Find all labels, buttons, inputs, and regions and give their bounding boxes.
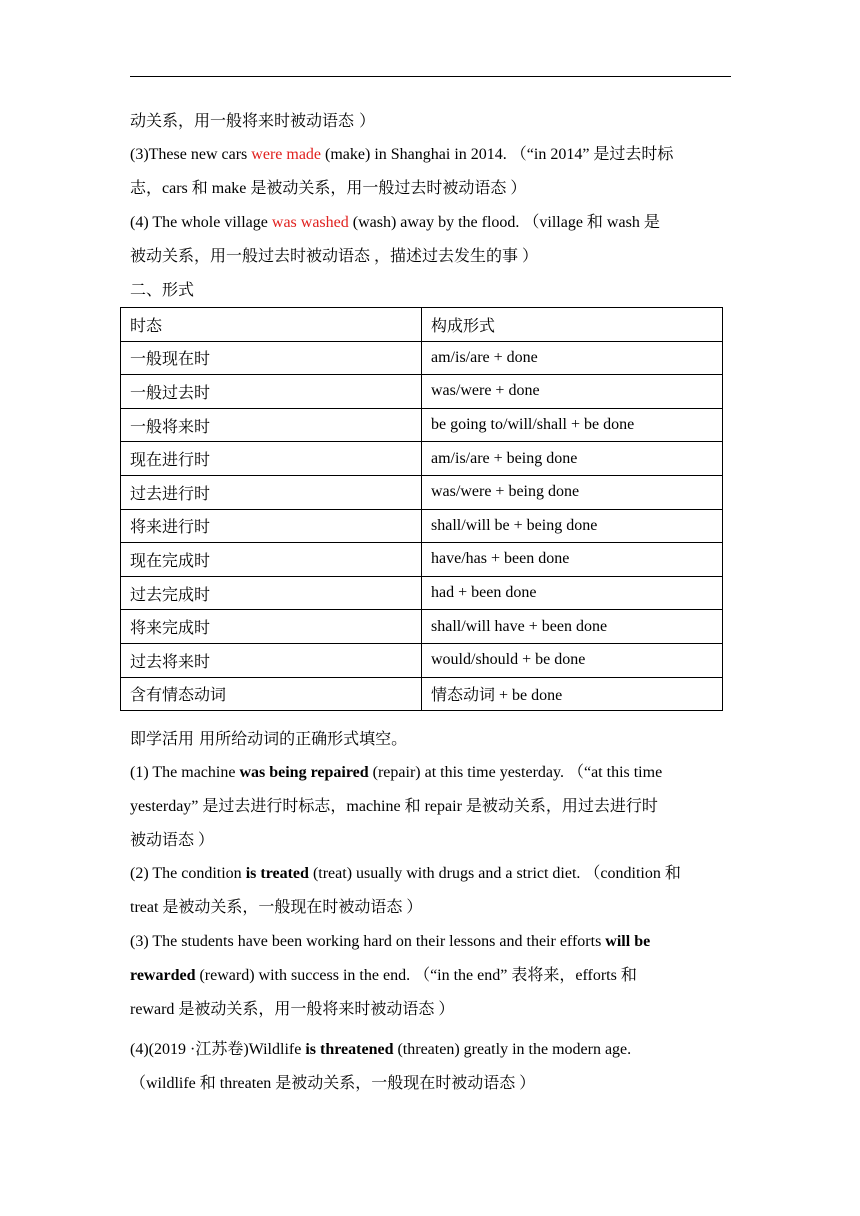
table-row <box>121 408 723 442</box>
table-header-cell: 时态 <box>121 308 422 342</box>
table-header-cell: 构成形式 <box>422 308 723 342</box>
table-row <box>121 643 723 677</box>
answer-was-being-repaired: was being repaired <box>239 764 369 781</box>
table-row <box>121 475 723 509</box>
tense-name-cell: 含有情态动词 <box>121 677 422 711</box>
tense-form-cell: would/should + be done <box>422 643 723 677</box>
tense-name-cell: 将来完成时 <box>121 610 422 644</box>
example-4: (4) The whole village was washed (wash) away by the flood. （village 和 wash 是 被动关系，用一般过去时被动语态 ，描述过去发生的事 ） <box>130 214 660 265</box>
tense-name-cell: 过去将来时 <box>121 643 422 677</box>
practice-2: (2) The condition is treated (treat) usually with drugs and a strict diet. （condition 和 treat 是被动关系，一般现在时被动语态 ） <box>130 865 681 916</box>
answer-will-be: will be <box>605 933 651 950</box>
answer-was-washed: was washed <box>271 214 349 231</box>
continued-explanation-line: 动关系，用一般将来时被动语态 ） <box>130 111 376 130</box>
tense-form-cell: 情态动词 + be done <box>422 677 723 711</box>
section-title-forms: 二、形式 <box>130 280 195 299</box>
practice-3: (3) The students have been working hard on their lessons and their efforts will be rewarded (reward) with success in the end. （“in the end” 表将来，efforts 和 reward 是被动关系，用一般将来时被动语态 ） <box>130 933 651 1018</box>
answer-were-made: were made <box>251 146 322 163</box>
answer-is-treated: is treated <box>245 865 309 882</box>
tense-forms-table <box>120 307 723 711</box>
tense-name-cell: 将来进行时 <box>121 509 422 543</box>
example-3: (3)These new cars were made (make) in Shanghai in 2014. （“in 2014” 是过去时标 志，cars 和 make 是被动关系，用一般过去时被动语态 ） <box>130 146 674 197</box>
tense-name-cell: 过去完成时 <box>121 576 422 610</box>
tense-form-cell: am/is/are + being done <box>422 442 723 476</box>
tense-name-cell: 一般将来时 <box>121 408 422 442</box>
tense-form-cell: shall/will be + being done <box>422 509 723 543</box>
table-row <box>121 375 723 409</box>
practice-4: (4)(2019 ·江苏卷)Wildlife is threatened (threaten) greatly in the modern age. （wildlife 和 threaten 是被动关系，一般现在时被动语态 ） <box>130 1041 632 1092</box>
table-row <box>121 677 723 711</box>
header-rule <box>130 76 731 77</box>
tense-form-cell: was/were + being done <box>422 475 723 509</box>
tense-form-cell: am/is/are + done <box>422 341 723 375</box>
table-header-row <box>121 308 723 342</box>
tense-name-cell: 一般过去时 <box>121 375 422 409</box>
answer-is-threatened: is threatened <box>305 1041 394 1058</box>
tense-name-cell: 现在完成时 <box>121 543 422 577</box>
table-row <box>121 442 723 476</box>
tense-form-cell: was/were + done <box>422 375 723 409</box>
table-row <box>121 341 723 375</box>
practice-title: 即学活用 用所给动词的正确形式填空。 <box>130 729 408 748</box>
tense-form-cell: had + been done <box>422 576 723 610</box>
table-row <box>121 509 723 543</box>
tense-form-cell: have/has + been done <box>422 543 723 577</box>
tense-form-cell: be going to/will/shall + be done <box>422 408 723 442</box>
table-row <box>121 576 723 610</box>
table-row <box>121 543 723 577</box>
practice-1: (1) The machine was being repaired (repair) at this time yesterday. （“at this time yesterday” 是过去进行时标志，machine 和 repair 是被动关系，用过去进行时 被动语态 ） <box>130 764 663 849</box>
tense-form-cell: shall/will have + been done <box>422 610 723 644</box>
tense-name-cell: 现在进行时 <box>121 442 422 476</box>
table-row <box>121 610 723 644</box>
tense-name-cell: 一般现在时 <box>121 341 422 375</box>
answer-rewarded: rewarded <box>130 967 196 984</box>
tense-name-cell: 过去进行时 <box>121 475 422 509</box>
